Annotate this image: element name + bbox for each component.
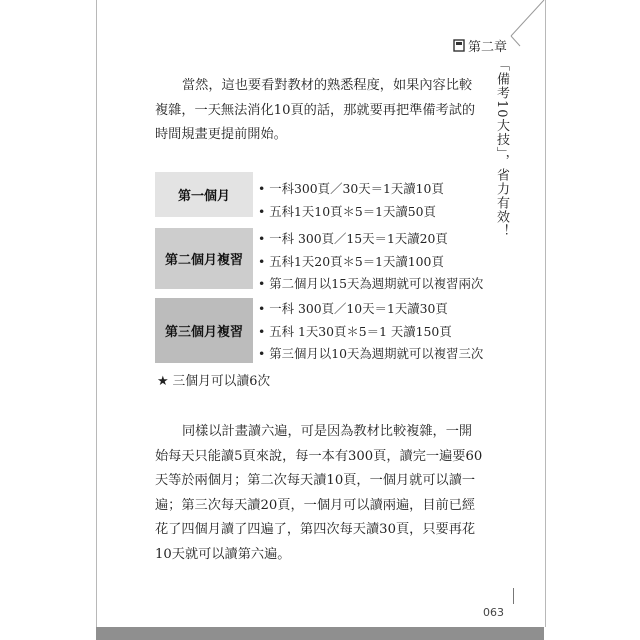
list-item: • 一科300頁／30天＝1天讀10頁 [258,178,444,201]
summary-text: 三個月可以讀6次 [172,374,271,389]
schedule-items-month-2 [258,228,483,296]
second-paragraph: 同樣以計畫讀六遍，可是因為教材比較複雜，一開始每天只能讀5頁來說，每一本有300頁，讀完一遍要60天等於兩個月；第二次每天讀10頁，一個月就可以讀一遍；第三次每天讀20頁，一個月可以讀兩遍，目前已經花了四個月讀了四遍了，第四次每天讀30頁，只要再花10天就可以讀第六遍。 [155,424,483,562]
page-number: 063 [483,606,504,619]
chapter-side-title: 「備考10大技」，省力有效！ [494,58,509,239]
chapter-label: 第二章 [468,40,508,55]
schedule-label-month-2: 第二個月複習 [155,228,253,289]
schedule-items-month-3 [258,298,483,366]
schedule-label-month-3: 第三個月複習 [155,298,253,363]
list-item: • 五科1天10頁＊5＝1天讀50頁 [258,201,444,224]
schedule-items-month-1 [258,178,444,223]
list-item: • 五科 1天30頁＊5＝1 天讀150頁 [258,321,483,344]
bottom-bar [96,627,544,640]
list-item: • 五科1天20頁＊5＝1天讀100頁 [258,251,483,274]
list-item: • 第二個月以15天為週期就可以複習兩次 [258,273,483,296]
list-item: • 一科 300頁／10天＝1天讀30頁 [258,298,483,321]
list-item: • 第三個月以10天為週期就可以複習三次 [258,343,483,366]
chapter-heading [453,36,507,55]
schedule-label-month-1: 第一個月 [155,172,253,217]
star-icon: ★ [157,374,169,389]
list-item: • 一科 300頁／15天＝1天讀20頁 [258,228,483,251]
page-number-rule [513,588,514,604]
book-icon [453,39,465,52]
intro-paragraph: 當然，這也要看對教材的熟悉程度，如果內容比較複雜，一天無法消化10頁的話，那就要再把準備考試的時間規畫更提前開始。 [155,78,476,142]
summary-line [157,370,270,389]
